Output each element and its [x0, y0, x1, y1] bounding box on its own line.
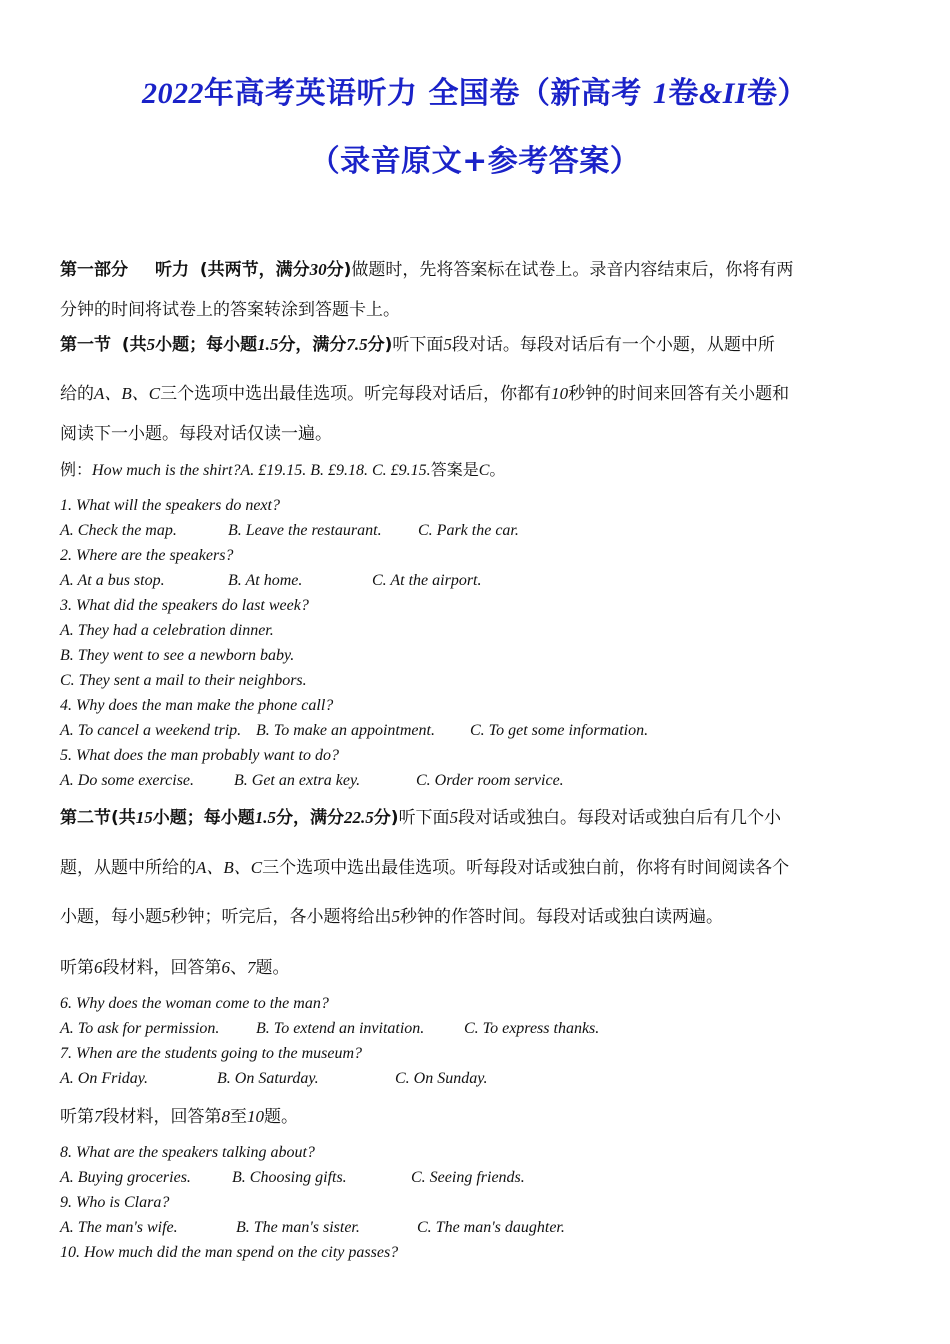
option-3a: A. They had a celebration dinner. [60, 622, 274, 639]
section1-line2 [60, 382, 890, 406]
section2-heading-d: 分) [373, 808, 399, 828]
question-1: 1. What will the speakers do next? [60, 497, 280, 514]
part1-heading-a: 第一部分 [60, 260, 128, 280]
title-main: 年高考英语听力 全国卷（新高考 [203, 76, 642, 111]
title-amp: &II [698, 77, 748, 110]
title-year: 2022 [141, 77, 204, 110]
section1-heading-b: (共 [121, 335, 147, 355]
section2-text3a: 小题，每小题 [60, 907, 162, 927]
section2-heading-c: 分，满分 [276, 808, 345, 828]
section2-text3n: 5 [162, 907, 171, 926]
section2-text2b: 三个选项中选出最佳选项。听每段对话或独白前，你将有时间阅读各个 [262, 858, 790, 878]
section2-heading-n: 15 [135, 808, 153, 827]
section2-text2abc: A、B、C [196, 858, 263, 877]
material-6-q1: 6 [221, 958, 230, 977]
section2-line2 [60, 856, 890, 880]
question-8: 8. What are the speakers talking about? [60, 1144, 315, 1161]
section1-text2a: 给的 [60, 384, 94, 404]
section2-heading-each: 1.5 [254, 808, 277, 827]
question-4: 4. Why does the man make the phone call? [60, 697, 334, 714]
material-6-q2: 7 [247, 958, 256, 977]
part1-text1: 做题时，先将答案标在试卷上。录音内容结束后，你将有两 [351, 260, 794, 280]
option-8a: A. Buying groceries. [60, 1169, 191, 1186]
part1-heading-c: (共两节，满分 [199, 260, 310, 280]
section1-heading-each: 1.5 [257, 335, 279, 354]
question-5: 5. What does the man probably want to do? [60, 747, 339, 764]
section2-text1b: 段对话或独白。每段对话或独白后有几个小 [458, 808, 782, 828]
section2-text1a: 听下面 [398, 808, 450, 828]
option-1a: A. Check the map. [60, 522, 177, 539]
section2-heading-a: 第二节(共 [60, 808, 136, 828]
option-9a: A. The man's wife. [60, 1219, 178, 1236]
section1-heading-d: 分，满分 [278, 335, 347, 355]
example-label: 例： [60, 460, 93, 479]
option-1c: C. Park the car. [418, 522, 519, 539]
material-7-sep: 至 [230, 1107, 247, 1127]
section1-text1n: 5 [443, 335, 452, 354]
question-7: 7. When are the students going to the museum? [60, 1045, 363, 1062]
section1-text1a: 听下面 [392, 335, 444, 355]
document-subtitle: （录音原文+参考答案） [309, 144, 641, 179]
section2-text1n: 5 [449, 808, 459, 827]
title-mid: 卷 [668, 76, 699, 111]
section1-heading-a: 第一节 [60, 335, 111, 355]
example-end: 。 [489, 460, 506, 479]
option-1b: B. Leave the restaurant. [228, 522, 382, 539]
option-8b: B. Choosing gifts. [232, 1169, 347, 1186]
options-7 [60, 1068, 487, 1090]
section1-text2b: 三个选项中选出最佳选项。听完每段对话后，你都有 [160, 384, 552, 404]
option-9b: B. The man's sister. [236, 1219, 360, 1236]
title-end: 卷） [747, 76, 809, 111]
option-7c: C. On Sunday. [395, 1070, 488, 1087]
material-7-q1: 8 [221, 1107, 230, 1126]
material-7-q2: 10 [247, 1107, 264, 1126]
section2-heading-total: 22.5 [344, 808, 374, 827]
option-2c: C. At the airport. [372, 572, 482, 589]
question-3: 3. What did the speakers do last week? [60, 597, 309, 614]
part1-heading-d: 分) [326, 260, 352, 280]
option-6b: B. To extend an invitation. [256, 1020, 425, 1037]
options-4 [60, 720, 648, 742]
section2-text2a: 题，从题中所给的 [60, 858, 196, 878]
section1-line1 [60, 333, 890, 357]
document-title [0, 68, 950, 112]
material-6-b: 段材料，回答第 [102, 958, 222, 978]
section2-text3n2: 5 [391, 907, 400, 926]
material-6-n: 6 [94, 958, 103, 977]
option-9c: C. The man's daughter. [417, 1219, 565, 1236]
options-5 [60, 770, 564, 792]
part1-line2: 分钟的时间将试卷上的答案转涂到答题卡上。 [60, 300, 400, 320]
section1-text2abc: A、B、C [94, 384, 161, 403]
example-answer-label: 答案是 [430, 460, 479, 479]
question-6: 6. Why does the woman come to the man? [60, 995, 329, 1012]
option-3b: B. They went to see a newborn baby. [60, 647, 295, 664]
section2-line3 [60, 905, 890, 929]
options-2 [60, 570, 482, 592]
material-6-heading [60, 956, 890, 980]
option-7a: A. On Friday. [60, 1070, 148, 1087]
section1-text2n: 10 [551, 384, 569, 403]
option-2b: B. At home. [228, 572, 303, 589]
options-8 [60, 1167, 525, 1189]
material-7-a: 听第 [60, 1107, 94, 1127]
option-6c: C. To express thanks. [464, 1020, 600, 1037]
option-5b: B. Get an extra key. [234, 772, 361, 789]
option-6a: A. To ask for permission. [60, 1020, 220, 1037]
part1-heading-b: 听力 [155, 260, 190, 280]
option-8c: C. Seeing friends. [411, 1169, 525, 1186]
part1-score: 30 [309, 260, 327, 279]
section1-heading-c: 小题；每小题 [155, 335, 258, 355]
section1-heading-total: 7.5 [346, 335, 368, 354]
material-6-a: 听第 [60, 958, 94, 978]
section1-heading-e: 分) [367, 335, 393, 355]
option-4c: C. To get some information. [470, 722, 649, 739]
section2-text3b: 秒钟；听完后，各小题将给出 [170, 907, 392, 927]
example-text: How much is the shirt?A. £19.15. B. £9.18. C. £9.15. [92, 462, 431, 479]
option-2a: A. At a bus stop. [60, 572, 165, 589]
material-7-b: 段材料，回答第 [102, 1107, 222, 1127]
section1-example [60, 458, 890, 483]
option-5a: A. Do some exercise. [60, 772, 195, 789]
part1-line1 [60, 258, 890, 282]
example-answer: C [478, 462, 490, 479]
material-7-c: 题。 [264, 1107, 298, 1127]
material-7-heading [60, 1105, 890, 1129]
material-7-n: 7 [94, 1107, 103, 1126]
section1-heading-n: 5 [146, 335, 156, 354]
option-7b: B. On Saturday. [217, 1070, 319, 1087]
option-3c: C. They sent a mail to their neighbors. [60, 672, 307, 689]
option-4b: B. To make an appointment. [256, 722, 435, 739]
title-num: 1 [652, 77, 669, 110]
option-5c: C. Order room service. [416, 772, 564, 789]
material-6-c: 题。 [255, 958, 290, 978]
options-6 [60, 1018, 599, 1040]
section1-text1b: 段对话。每段对话后有一个小题，从题中所 [451, 335, 775, 355]
options-1 [60, 520, 519, 542]
section1-text2c: 秒钟的时间来回答有关小题和 [568, 384, 790, 404]
question-9: 9. Who is Clara? [60, 1194, 170, 1211]
options-9 [60, 1217, 565, 1239]
question-2: 2. Where are the speakers? [60, 547, 234, 564]
material-6-sep: 、 [230, 958, 247, 978]
section2-line1 [60, 806, 890, 830]
section2-heading-b: 小题；每小题 [152, 808, 255, 828]
question-10: 10. How much did the man spend on the city passes? [60, 1244, 399, 1261]
section2-text3c: 秒钟的作答时间。每段对话或独白读两遍。 [400, 907, 723, 927]
section1-line3: 阅读下一小题。每段对话仅读一遍。 [60, 424, 332, 444]
option-4a: A. To cancel a weekend trip. [60, 722, 242, 739]
